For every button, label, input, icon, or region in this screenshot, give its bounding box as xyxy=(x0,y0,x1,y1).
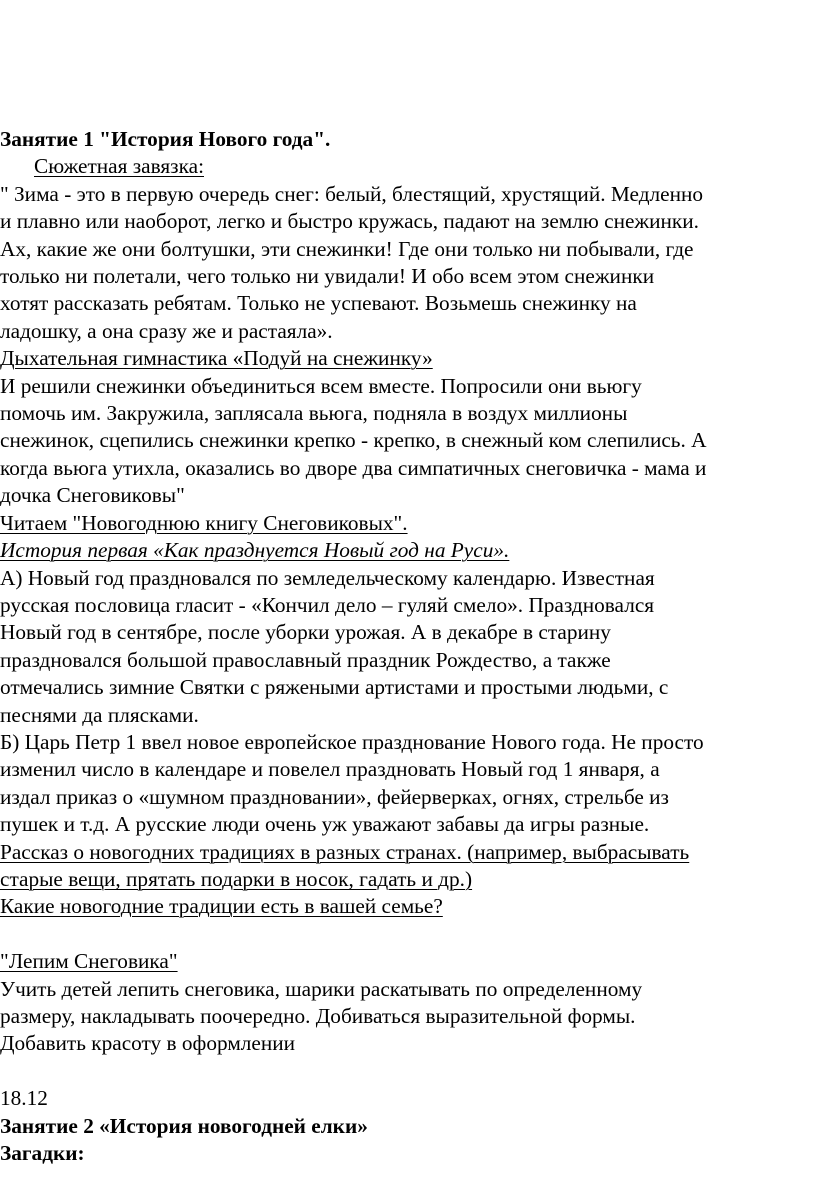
breathing-line: И решили снежинки объединиться всем вместе. Попросили они вьюгу xyxy=(0,373,642,398)
reading-heading: Читаем "Новогоднюю книгу Снеговиковых". xyxy=(0,510,408,535)
part-a-line: Новый год в сентябре, после уборки урожая. А в декабре в старину xyxy=(0,620,611,645)
intro-line: Ах, какие же они болтушки, эти снежинки! Где они только ни побывали, где xyxy=(0,236,694,261)
breathing-line: дочка Снеговиковы" xyxy=(0,483,185,508)
part-a-line: А) Новый год праздновался по земледельческому календарю. Известная xyxy=(0,565,655,590)
part-a-line: песнями да плясками. xyxy=(0,702,199,727)
breathing-line: помочь им. Закружила, заплясала вьюга, подняла в воздух миллионы xyxy=(0,401,628,426)
sculpt-line: Учить детей лепить снеговика, шарики раскатывать по определенному xyxy=(0,976,643,1001)
part-b-line: Б) Царь Петр 1 ввел новое европейское празднование Нового года. Не просто xyxy=(0,729,704,754)
story-title: История первая «Как празднуется Новый год на Руси». xyxy=(0,538,510,563)
traditions-line: Рассказ о новогодних традициях в разных странах. (например, выбрасывать xyxy=(0,839,690,864)
family-question: Какие новогодние традиции есть в вашей семье? xyxy=(0,894,443,919)
part-a-line: русская пословица гласит - «Кончил дело – гуляй смело». Праздновался xyxy=(0,592,655,617)
part-a-line: отмечались зимние Святки с ряжеными артистами и простыми людьми, с xyxy=(0,675,669,700)
blank-line xyxy=(0,921,810,948)
intro-line: хотят рассказать ребятам. Только не успевают. Возьмешь снежинку на xyxy=(0,291,637,316)
sculpt-line: размеру, накладывать поочередно. Добиваться выразительной формы. xyxy=(0,1003,636,1028)
intro-line: и плавно или наоборот, легко и быстро кружась, падают на землю снежинки. xyxy=(0,209,700,234)
intro-line: ладошку, а она сразу же и растаяла». xyxy=(0,318,333,343)
riddles-heading: Загадки: xyxy=(0,1141,85,1165)
intro-line: " Зима - это в первую очередь снег: белый, блестящий, хрустящий. Медленно xyxy=(0,181,704,206)
blank-line xyxy=(0,1058,810,1085)
sculpt-heading: "Лепим Снеговика" xyxy=(0,949,178,974)
intro-line: только ни полетали, чего только ни увидали! И обо всем этом снежинки xyxy=(0,264,655,289)
part-a-line: праздновался большой православный праздник Рождество, а также xyxy=(0,647,611,672)
traditions-line: старые вещи, прятать подарки в носок, гадать и др.) xyxy=(0,866,473,891)
part-b-line: издал приказ о «шумном праздновании», фейерверках, огнях, стрельбе из xyxy=(0,784,669,809)
document-page xyxy=(0,126,810,1167)
date-label: 18.12 xyxy=(0,1086,48,1111)
lesson1-title: Занятие 1 "История Нового года". xyxy=(0,127,331,151)
breathing-line: снежинок, сцепились снежинки крепко - крепко, в снежный ком слепились. А xyxy=(0,428,707,453)
plot-heading: Сюжетная завязка: xyxy=(34,154,204,179)
part-b-line: пушек и т.д. А русские люди очень уж уважают забавы да игры разные. xyxy=(0,812,650,837)
breathing-heading: Дыхательная гимнастика «Подуй на снежинку» xyxy=(0,346,433,371)
part-b-line: изменил число в календаре и повелел праздновать Новый год 1 января, а xyxy=(0,757,660,782)
lesson2-title: Занятие 2 «История новогодней елки» xyxy=(0,1113,368,1138)
sculpt-line: Добавить красоту в оформлении xyxy=(0,1031,296,1056)
breathing-line: когда вьюга утихла, оказались во дворе два симпатичных снеговичка - мама и xyxy=(0,455,707,480)
